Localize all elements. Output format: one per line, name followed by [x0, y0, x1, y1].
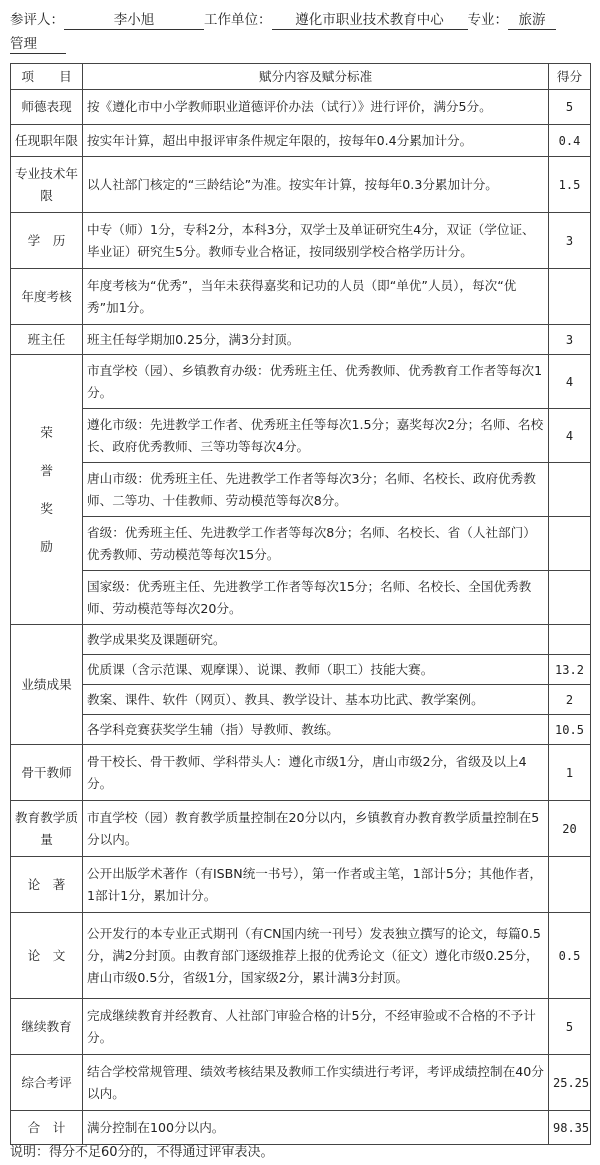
row-score: 25.25 [549, 1055, 591, 1111]
row-item: 班主任 [11, 325, 83, 355]
row-content: 市直学校（园）教育教学质量控制在20分以内，乡镇教育办教育教学质量控制在5分以内。 [83, 801, 549, 857]
row-content: 唐山市级：优秀班主任、先进教学工作者等每次3分；名师、名校长、政府优秀教师、二等功、十佳教师、劳动模范等每次8分。 [83, 463, 549, 517]
row-score: 3 [549, 325, 591, 355]
row-item: 年度考核 [11, 269, 83, 325]
table-row [11, 857, 591, 913]
row-score: 5 [549, 90, 591, 125]
row-content: 教案、课件、软件（网页）、教具、教学设计、基本功比武、教学案例。 [83, 685, 549, 715]
table-row [11, 90, 591, 125]
row-content: 年度考核为“优秀”，当年未获得嘉奖和记功的人员（即“单优”人员），每次“优秀”加1分。 [83, 269, 549, 325]
evaluator-name: 李小旭 [64, 11, 204, 30]
honor-item-cell [11, 355, 83, 625]
row-score [549, 857, 591, 913]
form-header [10, 8, 590, 56]
row-content: 中专（师）1分，专科2分，本科3分，双学士及单证研究生4分，双证（学位证、毕业证）研究生5分。教师专业合格证，按同级别学校合格学历计分。 [83, 213, 549, 269]
table-row [11, 213, 591, 269]
row-score: 13.2 [549, 655, 591, 685]
table-row-total [11, 1111, 591, 1145]
row-item: 论 著 [11, 857, 83, 913]
row-score: 3 [549, 213, 591, 269]
table-row [11, 625, 591, 655]
table-row [11, 355, 591, 409]
row-score: 1.5 [549, 157, 591, 213]
row-score: 0.4 [549, 125, 591, 157]
row-content: 国家级：优秀班主任、先进教学工作者等每次15分；名师、名校长、全国优秀教师、劳动模范等每次20分。 [83, 571, 549, 625]
table-row [11, 571, 591, 625]
table-row [11, 685, 591, 715]
footnote: 说明：得分不足60分的，不得通过评审表决。 [10, 1145, 274, 1160]
row-score: 10.5 [549, 715, 591, 745]
row-content: 班主任每学期加0.25分，满3分封顶。 [83, 325, 549, 355]
row-score: 4 [549, 355, 591, 409]
row-item: 教育教学质量 [11, 801, 83, 857]
table-row [11, 745, 591, 801]
table-row [11, 409, 591, 463]
table-row [11, 801, 591, 857]
unit-label: 工作单位： [204, 12, 272, 28]
table-row [11, 999, 591, 1055]
row-item: 综合考评 [11, 1055, 83, 1111]
honor-char: 誉 [40, 462, 53, 478]
row-content: 以人社部门核定的“三龄结论”为准。按实年计算，按每年0.3分累加计分。 [83, 157, 549, 213]
row-score [549, 517, 591, 571]
row-item: 师德表现 [11, 90, 83, 125]
table-row [11, 913, 591, 999]
performance-item-cell: 业绩成果 [11, 625, 83, 745]
table-row [11, 517, 591, 571]
table-row [11, 463, 591, 517]
table-row [11, 157, 591, 213]
honor-char: 励 [40, 538, 53, 554]
row-score [549, 463, 591, 517]
row-content: 结合学校常规管理、绩效考核结果及教师工作实绩进行考评，考评成绩控制在40分以内。 [83, 1055, 549, 1111]
row-content: 教学成果奖及课题研究。 [83, 625, 549, 655]
honor-char: 荣 [40, 424, 53, 440]
header-content: 赋分内容及赋分标准 [83, 64, 549, 90]
row-score: 20 [549, 801, 591, 857]
row-score [549, 269, 591, 325]
row-score: 2 [549, 685, 591, 715]
table-row [11, 269, 591, 325]
row-content: 按实年计算，超出申报评审条件规定年限的，按每年0.4分累加计分。 [83, 125, 549, 157]
table-row [11, 325, 591, 355]
header-score: 得分 [549, 64, 591, 90]
row-score: 5 [549, 999, 591, 1055]
row-score: 0.5 [549, 913, 591, 999]
row-content: 省级：优秀班主任、先进教学工作者等每次8分；名师、名校长、省（人社部门）优秀教师、劳动模范等每次15分。 [83, 517, 549, 571]
row-score: 4 [549, 409, 591, 463]
row-content: 按《遵化市中小学教师职业道德评价办法（试行）》进行评价，满分5分。 [83, 90, 549, 125]
row-content: 骨干校长、骨干教师、学科带头人：遵化市级1分，唐山市级2分，省级及以上4分。 [83, 745, 549, 801]
unit-name: 遵化市职业技术教育中心 [272, 11, 468, 30]
row-item: 继续教育 [11, 999, 83, 1055]
table-row [11, 715, 591, 745]
table-row [11, 125, 591, 157]
row-content: 各学科竞赛获奖学生辅（指）导教师、教练。 [83, 715, 549, 745]
evaluator-label: 参评人： [10, 12, 64, 28]
row-content: 公开出版学术著作（有ISBN统一书号），第一作者或主笔，1部计5分；其他作者，1部计1分，累加计分。 [83, 857, 549, 913]
row-content: 遵化市级：先进教学工作者、优秀班主任等每次1.5分；嘉奖每次2分；名师、名校长、政府优秀教师、三等功等每次4分。 [83, 409, 549, 463]
row-content: 市直学校（园）、乡镇教育办级：优秀班主任、优秀教师、优秀教育工作者等每次1分。 [83, 355, 549, 409]
table-row [11, 1055, 591, 1111]
major-label: 专业： [467, 12, 508, 28]
row-item: 骨干教师 [11, 745, 83, 801]
row-score: 1 [549, 745, 591, 801]
total-item: 合 计 [11, 1111, 83, 1145]
row-item: 论 文 [11, 913, 83, 999]
row-content: 优质课（含示范课、观摩课）、说课、教师（职工）技能大赛。 [83, 655, 549, 685]
row-item: 任现职年限 [11, 125, 83, 157]
row-score [549, 571, 591, 625]
total-score: 98.35 [549, 1111, 591, 1145]
total-content: 满分控制在100分以内。 [83, 1111, 549, 1145]
major-value-part1: 旅游 [508, 11, 556, 30]
major-value-part2: 管理 [10, 35, 66, 54]
honor-char: 奖 [40, 500, 53, 516]
row-item: 学 历 [11, 213, 83, 269]
row-score [549, 625, 591, 655]
row-content: 完成继续教育并经教育、人社部门审验合格的计5分，不经审验或不合格的不予计分。 [83, 999, 549, 1055]
row-content: 公开发行的本专业正式期刊（有CN国内统一刊号）发表独立撰写的论文，每篇0.5分，满2分封顶。由教育部门逐级推荐上报的优秀论文（征文）遵化市级0.25分，唐山市级0.5分，省级1分，国家级2分，累计满3分封顶。 [83, 913, 549, 999]
scoring-table [10, 63, 591, 1145]
table-row [11, 655, 591, 685]
header-item: 项 目 [11, 64, 83, 90]
table-header-row [11, 64, 591, 90]
row-item: 专业技术年限 [11, 157, 83, 213]
